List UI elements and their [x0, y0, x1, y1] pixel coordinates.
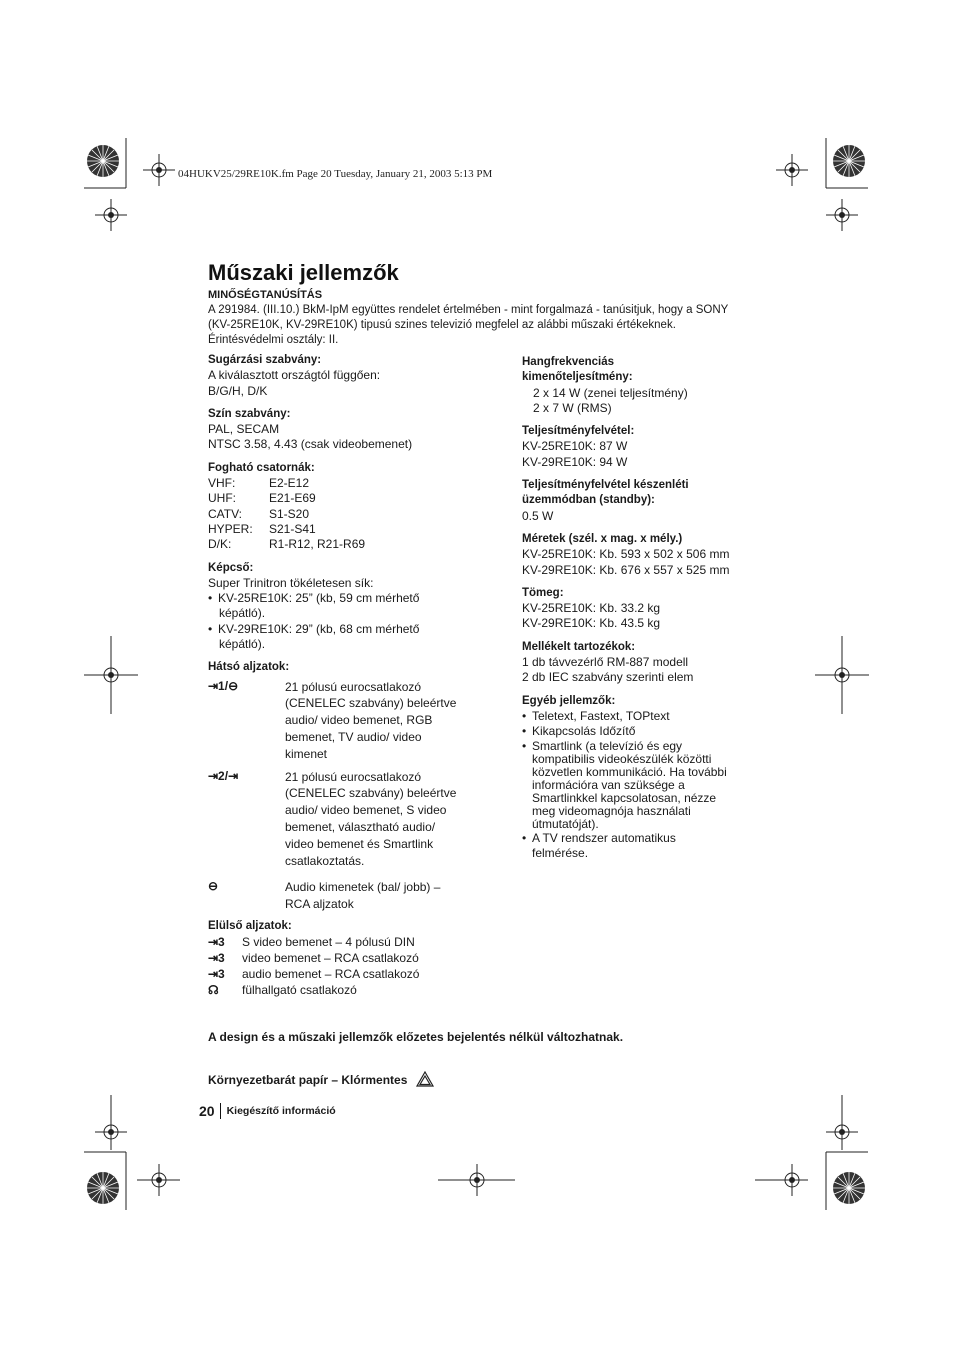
- scart-in-out-icon: ⇥1/⊖: [208, 678, 239, 693]
- picture-tube: Képcső: Super Trinitron tökéletesen sík: • KV-25RE10K: 25” (kb, 59 cm mérhető képátló). • KV-29RE10K: 29” (kb, 68 cm mérhető képátló).: [208, 561, 508, 653]
- channel-row: VHF: E2-E12: [208, 476, 310, 491]
- power-consumption: Teljesítményfelvétel: KV-25RE10K: 87 W KV-29RE10K: 94 W: [522, 425, 635, 469]
- page-title: Műszaki jellemzők: [208, 260, 399, 285]
- list-item: • Kikapcsolás Időzítő: [522, 724, 636, 739]
- list-item: ⇥3 S video bemenet – 4 pólusú DIN: [208, 935, 415, 949]
- supplied-accessories: Mellékelt tartozékok: 1 db távvezérlő RM-887 modell 2 db IEC szabvány szerinti elem: [522, 640, 694, 685]
- right-column: [522, 355, 782, 869]
- list-item: • A TV rendszer automatikus: [522, 830, 676, 845]
- socket-audio-out: ⊖ Audio kimenetek (bal/ jobb) – RCA aljzatok: [208, 879, 441, 912]
- registration-sun-bottom-left: [86, 1171, 120, 1205]
- dimensions: Méretek (szél. x mag. x mély.) KV-25RE10K: Kb. 593 x 502 x 506 mm KV-29RE10K: Kb. 676 x 557 x 525 mm: [522, 532, 730, 577]
- list-item: • Smartlink (a televízió és egy kompatibilis videokészülék közötti közvetlen kommunikáció. Ha további információra van szüksége a Smartlinkkel kapcsolatosan, nézze meg videomagnója használati útmutatóját).: [522, 738, 727, 831]
- list-item: • Teletext, Fastext, TOPtext: [522, 708, 670, 723]
- svideo-in-icon: ⇥3: [208, 935, 225, 949]
- change-notice: A design és a műszaki jellemzők előzetes bejelentés nélkül változhatnak.: [208, 1030, 624, 1044]
- page-footer: [199, 1103, 336, 1119]
- registration-sun-bottom-right: [832, 1171, 866, 1205]
- channel-row: D/K: R1-R12, R21-R69: [208, 537, 366, 552]
- page-number: 20: [199, 1103, 221, 1119]
- headphones-icon: ☊: [208, 983, 219, 997]
- certification-heading: MINŐSÉGTANÚSÍTÁS: [208, 289, 323, 301]
- video-in-icon: ⇥3: [208, 951, 225, 965]
- channel-row: HYPER: S21-S41: [208, 521, 316, 536]
- recycle-icon: [415, 1071, 435, 1089]
- registration-sun-top-right: [832, 144, 866, 178]
- list-item: • KV-25RE10K: 25” (kb, 59 cm mérhető: [208, 591, 420, 606]
- radiation-standard: Sugárzási szabvány: A kiválasztott országtól függően: B/G/H, D/K: [208, 354, 381, 398]
- section-label: Kiegészítő információ: [226, 1105, 336, 1117]
- list-item: ⇥3 video bemenet – RCA csatlakozó: [208, 951, 419, 965]
- channel-coverage: Fogható csatornák: VHF: E2-E12 UHF: E21-E69 CATV: S1-S20 HYPER: S21-S41 D/K: R1-R12, R21-R69: [208, 461, 508, 553]
- front-sockets: Elülső aljzatok: ⇥3 S video bemenet – 4 pólusú DIN ⇥3 video bemenet – RCA csatlakozó ⇥3 audio bemenet – RCA csatlakozó ☊ fülhallgató csatlakozó: [208, 920, 420, 997]
- audio-output: Hangfrekvenciás kimenőteljesítmény: 2 x 14 W (zenei teljesítmény) 2 x 7 W (RMS): [522, 356, 688, 415]
- list-item: • KV-29RE10K: 29” (kb, 68 cm mérhető: [208, 621, 420, 636]
- list-item: ⇥3 audio bemenet – RCA csatlakozó: [208, 967, 420, 981]
- registration-sun-top-left: [86, 144, 120, 178]
- standby-consumption: Teljesítményfelvétel készenléti üzemmódban (standby): 0.5 W: [522, 479, 689, 523]
- file-info-header: 04HUKV25/29RE10K.fm Page 20 Tuesday, January 21, 2003 5:13 PM: [178, 168, 493, 180]
- channel-row: CATV: S1-S20: [208, 506, 310, 521]
- socket-av1: ⇥1/⊖ 21 pólusú eurocsatlakozó (CENELEC szabvány) beleértve audio/ video bemenet, RGB bemenet, TV audio/ video kimenet: [208, 678, 457, 761]
- left-column: [208, 353, 508, 921]
- scart-svideo-icon: ⇥2/⇥: [208, 768, 239, 783]
- weight: Tömeg: KV-25RE10K: Kb. 33.2 kg KV-29RE10K: Kb. 43.5 kg: [522, 586, 661, 631]
- eco-paper-note: Környezetbarát papír – Klórmentes: [208, 1071, 435, 1089]
- audio-out-icon: ⊖: [208, 879, 219, 894]
- channel-row: UHF: E21-E69: [208, 491, 316, 506]
- list-item: ☊ fülhallgató csatlakozó: [208, 983, 357, 997]
- certification-text: A 291984. (III.10.) BkM-IpM együttes rendelet értelmében - mint forgalmazá - tanúsitjuk, hogy a SONY (KV-25RE10K, KV-29RE10K) tipusú szines televizió megfelel az alábbi műszaki értékeknek. Érintésvédelmi osztály: II.: [208, 304, 729, 346]
- color-standard: Szín szabvány: PAL, SECAM NTSC 3.58, 4.43 (csak videobemenet): [208, 407, 413, 452]
- rear-sockets: Hátsó aljzatok: ⇥1/⊖ 21 pólusú eurocsatlakozó (CENELEC szabvány) beleértve audio/ video bemenet, RGB bemenet, TV audio/ video kimenet ⇥2/⇥ 21 pólusú eurocsatlakozó (CENELEC szabvány) beleértve audio/ video bemenet, S video bemenet, választható audio/ video bemenet és Smartlink csatlakoztatás. ⊖ Audio kimenetek (bal/ jobb) – RCA aljzatok: [208, 660, 508, 913]
- audio-in-icon: ⇥3: [208, 967, 225, 981]
- socket-av2: ⇥2/⇥ 21 pólusú eurocsatlakozó (CENELEC szabvány) beleértve audio/ video bemenet, S video bemenet, választható audio/ video bemenet és Smartlink csatlakoztatás.: [208, 768, 457, 868]
- other-features: Egyéb jellemzők: • Teletext, Fastext, TOPtext • Kikapcsolás Időzítő • Smartlink (a televízió és egy kompatibilis videokészülék közötti közvetlen kommunikáció. Ha további információra van szüksége a Smartlinkkel kapcsolatosan, nézze meg videomagnója használati útmutatóját). • A TV rendszer automatikus felmérése.: [522, 694, 782, 861]
